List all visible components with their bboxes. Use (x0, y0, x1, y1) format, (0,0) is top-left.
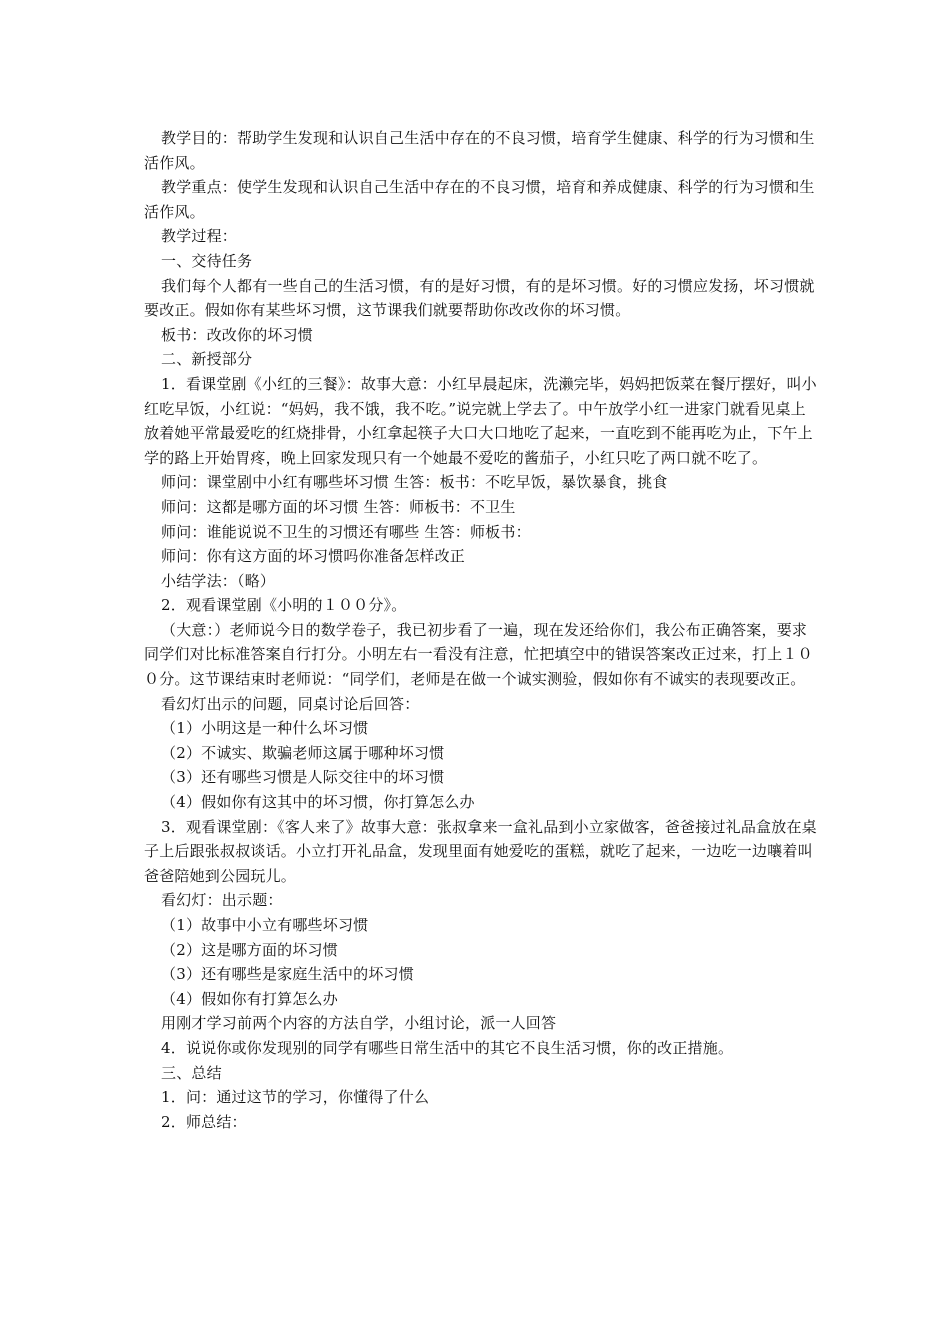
paragraph-slide-questions-1: 看幻灯出示的问题，同桌讨论后回答： (161, 694, 420, 713)
paragraph-objective: 教学目的：帮助学生发现和认识自己生活中存在的不良习惯，培育学生健康、科学的行为习惯和生活作风。 (144, 129, 815, 172)
paragraph-story-1: 1．看课堂剧《小红的三餐》：故事大意：小红早晨起床，洗濑完毕，妈妈把饭菜在餐厅摆好，叫小红吃早饭，小红说：“妈妈，我不饿，我不吃。”说完就上学去了。中午放学小红一进家门就看见桌上放着她平常最爱吃的红烧排骨，小红拿起筷子大口大口地吃了起来，一直吃到不能再吃为止，下午上学的路上开始胃疼，晚上回家发现只有一个她最不爱吃的酱茄子，小红只吃了两口就不吃了。 (144, 374, 817, 467)
paragraph-teacher-summary: 2．师总结： (161, 1112, 247, 1131)
paragraph-key-point: 教学重点：使学生发现和认识自己生活中存在的不良习惯，培育和养成健康、科学的行为习惯和生活作风。 (144, 178, 815, 221)
paragraph-story-2: （大意：）老师说今日的数学卷子，我已初步看了一遍，现在发还给你们，我公布正确答案，要求同学们对比标准答案自行打分。小明左右一看没有注意，忙把填空中的错误答案改正过来，打上１００分。这节课结束时老师说：“同学们，老师是在做一个诚实测验，假如你有不诚实的表现要改正。 (144, 620, 813, 689)
list-item: （3）还有哪些是家庭生活中的坏习惯 (161, 965, 414, 984)
list-item: （2）这是哪方面的坏习惯 (161, 940, 338, 959)
heading-section-2: 二、新授部分 (161, 350, 253, 369)
lesson-plan-body (144, 126, 820, 1134)
heading-section-3: 三、总结 (161, 1063, 222, 1082)
heading-section-1: 一、交待任务 (161, 251, 253, 270)
list-item: （1）故事中小立有哪些坏习惯 (161, 916, 369, 934)
heading-process: 教学过程： (161, 227, 238, 246)
paragraph-board-title: 板书：改改你的坏习惯 (161, 325, 314, 344)
list-item: （1）小明这是一种什么坏习惯 (161, 719, 369, 738)
paragraph-qa-3: 师问：谁能说说不卫生的习惯还有哪些 生答：师板书： (161, 522, 531, 541)
list-item: （3）还有哪些习惯是人际交往中的坏习惯 (161, 768, 445, 787)
paragraph-summary-method: 小结学法：（略） (161, 571, 276, 590)
paragraph-qa-2: 师问：这都是哪方面的坏习惯 生答：师板书：不卫生 (161, 497, 516, 516)
paragraph-slide-questions-2: 看幻灯：出示题： (161, 891, 283, 910)
paragraph-discussion-4: 4．说说你或你发现别的同学有哪些日常生活中的其它不良生活习惯，你的改正措施。 (161, 1038, 734, 1057)
paragraph-story-2-title: 2．观看课堂剧《小明的１００分》。 (161, 596, 407, 615)
paragraph-summary-question: 1．问：通过这节的学习，你懂得了什么 (161, 1088, 430, 1107)
paragraph-qa-4: 师问：你有这方面的坏习惯吗你准备怎样改正 (161, 547, 466, 566)
paragraph-intro: 我们每个人都有一些自己的生活习惯，有的是好习惯，有的是坏习惯。好的习惯应发扬，坏习惯就要改正。假如你有某些坏习惯，这节课我们就要帮助你改改你的坏习惯。 (144, 276, 815, 320)
list-item: （4）假如你有打算怎么办 (161, 989, 338, 1008)
paragraph-story-3: 3．观看课堂剧：《客人来了》故事大意：张叔拿来一盒礼品到小立家做客，爸爸接过礼品盒放在桌子上后跟张叔叔谈话。小立打开礼品盒，发现里面有她爱吃的蛋糕，就吃了起来，一边吃一边嚷着叫爸爸陪她到公园玩儿。 (144, 817, 817, 885)
paragraph-qa-1: 师问：课堂剧中小红有哪些坏习惯 生答：板书：不吃早饭，暴饮暴食，挑食 (161, 473, 668, 492)
list-item: （2）不诚实、欺骗老师这属于哪种坏习惯 (161, 743, 445, 762)
paragraph-self-study: 用刚才学习前两个内容的方法自学，小组讨论，派一人回答 (161, 1014, 557, 1033)
list-item: （4）假如你有这其中的坏习惯，你打算怎么办 (161, 793, 475, 812)
